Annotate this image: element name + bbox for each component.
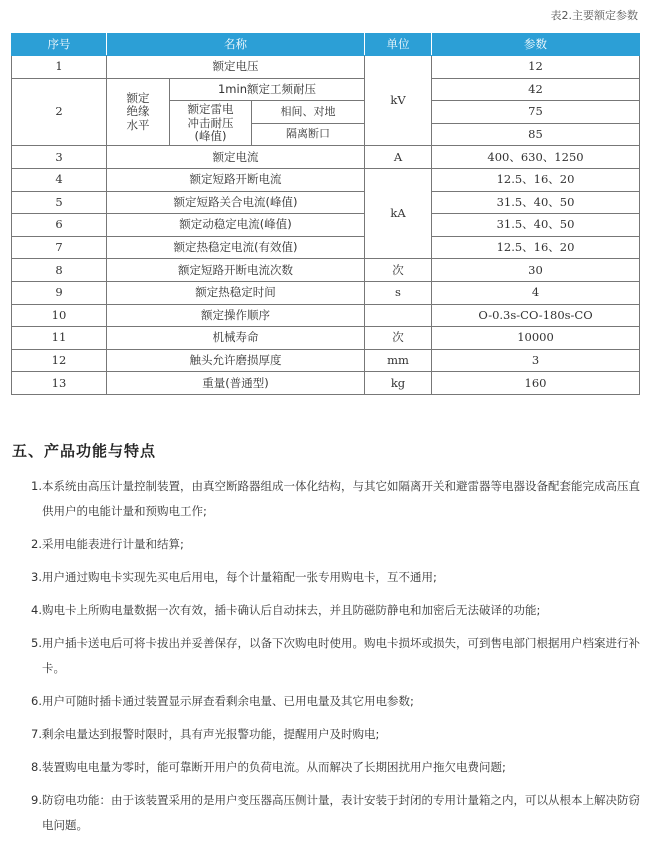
row-no: 8 — [12, 259, 107, 282]
table-row — [12, 168, 640, 191]
row-name: 相间、对地 — [252, 101, 365, 124]
row-value: 400、630、1250 — [432, 146, 640, 169]
row-unit — [365, 304, 432, 327]
header-unit: 单位 — [365, 34, 432, 56]
row-value: 85 — [432, 123, 640, 146]
row-no: 11 — [12, 327, 107, 350]
table-row — [12, 281, 640, 304]
row-no: 5 — [12, 191, 107, 214]
row-name: 额定短路关合电流(峰值) — [107, 191, 365, 214]
table-row — [12, 259, 640, 282]
row-name: 机械寿命 — [107, 327, 365, 350]
feature-list — [31, 474, 643, 846]
row-name: 额定短路开断电流次数 — [107, 259, 365, 282]
table-row — [12, 146, 640, 169]
row-value: 10000 — [432, 327, 640, 350]
table-row — [12, 191, 640, 214]
feature-item: 5.用户插卡送电后可将卡拔出并妥善保存，以备下次购电时使用。购电卡损坏或损失，可到售电部门根据用户档案进行补卡。 — [31, 636, 640, 675]
table-row — [12, 327, 640, 350]
table-row — [12, 236, 640, 259]
row-unit: A — [365, 146, 432, 169]
row-no: 6 — [12, 214, 107, 237]
row-unit: mm — [365, 349, 432, 372]
row-name: 额定操作顺序 — [107, 304, 365, 327]
row-value: 30 — [432, 259, 640, 282]
row-value: 4 — [432, 281, 640, 304]
row-name: 额定热稳定时间 — [107, 281, 365, 304]
feature-item: 3.用户通过购电卡实现先买电后用电，每个计量箱配一张专用购电卡，互不通用; — [31, 570, 437, 584]
row-group-label: 额定 绝缘 水平 — [107, 78, 170, 146]
row-name: 1min额定工频耐压 — [170, 78, 365, 101]
rated-parameters-table — [11, 33, 640, 395]
table-row — [12, 56, 640, 79]
header-value: 参数 — [432, 34, 640, 56]
feature-item: 4.购电卡上所购电量数据一次有效，插卡确认后自动抹去，并且防磁防静电和加密后无法破译的功能; — [31, 603, 541, 617]
row-unit: kV — [365, 56, 432, 146]
row-name: 额定动稳定电流(峰值) — [107, 214, 365, 237]
row-value: 42 — [432, 78, 640, 101]
row-no: 10 — [12, 304, 107, 327]
row-name: 重量(普通型) — [107, 372, 365, 395]
row-no: 9 — [12, 281, 107, 304]
row-value: 31.5、40、50 — [432, 214, 640, 237]
row-unit: s — [365, 281, 432, 304]
row-value: 31.5、40、50 — [432, 191, 640, 214]
row-unit: kA — [365, 168, 432, 258]
row-name: 额定短路开断电流 — [107, 168, 365, 191]
row-unit: 次 — [365, 327, 432, 350]
feature-item: 8.装置购电电量为零时，能可靠断开用户的负荷电流。从而解决了长期困扰用户拖欠电费问题; — [31, 760, 506, 774]
row-no: 12 — [12, 349, 107, 372]
row-value: 12.5、16、20 — [432, 236, 640, 259]
row-unit: kg — [365, 372, 432, 395]
section-heading: 五、产品功能与特点 — [12, 442, 157, 460]
row-value: 160 — [432, 372, 640, 395]
header-name: 名称 — [107, 34, 365, 56]
table-row — [12, 78, 640, 101]
row-no: 1 — [12, 56, 107, 79]
row-name: 隔离断口 — [252, 123, 365, 146]
table-caption: 表2.主要额定参数 — [550, 9, 638, 22]
table-header-row — [12, 34, 640, 56]
row-no: 3 — [12, 146, 107, 169]
row-value: 75 — [432, 101, 640, 124]
feature-item: 7.剩余电量达到报警时限时，具有声光报警功能，提醒用户及时购电; — [31, 727, 380, 741]
feature-item: 1.本系统由高压计量控制装置，由真空断路器组成一体化结构，与其它如隔离开关和避雷器等电器设备配套能完成高压直供用户的电能计量和预购电工作; — [31, 479, 640, 518]
row-name: 额定电流 — [107, 146, 365, 169]
feature-item: 2.采用电能表进行计量和结算; — [31, 537, 184, 551]
row-no: 4 — [12, 168, 107, 191]
row-unit: 次 — [365, 259, 432, 282]
row-name: 额定热稳定电流(有效值) — [107, 236, 365, 259]
table-row — [12, 214, 640, 237]
row-no: 2 — [12, 78, 107, 146]
table-row — [12, 349, 640, 372]
row-name: 触头允许磨损厚度 — [107, 349, 365, 372]
feature-item: 6.用户可随时插卡通过装置显示屏查看剩余电量、已用电量及其它用电参数; — [31, 694, 414, 708]
row-no: 13 — [12, 372, 107, 395]
table-row — [12, 372, 640, 395]
row-name: 额定电压 — [107, 56, 365, 79]
row-subgroup-label: 额定雷电 冲击耐压 (峰值) — [170, 101, 252, 146]
row-value: 12.5、16、20 — [432, 168, 640, 191]
feature-item: 9.防窃电功能：由于该装置采用的是用户变压器高压侧计量，表计安装于封闭的专用计量箱之内，可以从根本上解决防窃电问题。 — [31, 793, 640, 832]
row-no: 7 — [12, 236, 107, 259]
header-no: 序号 — [12, 34, 107, 56]
row-value: 12 — [432, 56, 640, 79]
row-value: 3 — [432, 349, 640, 372]
table-row — [12, 304, 640, 327]
row-value: O-0.3s-CO-180s-CO — [432, 304, 640, 327]
